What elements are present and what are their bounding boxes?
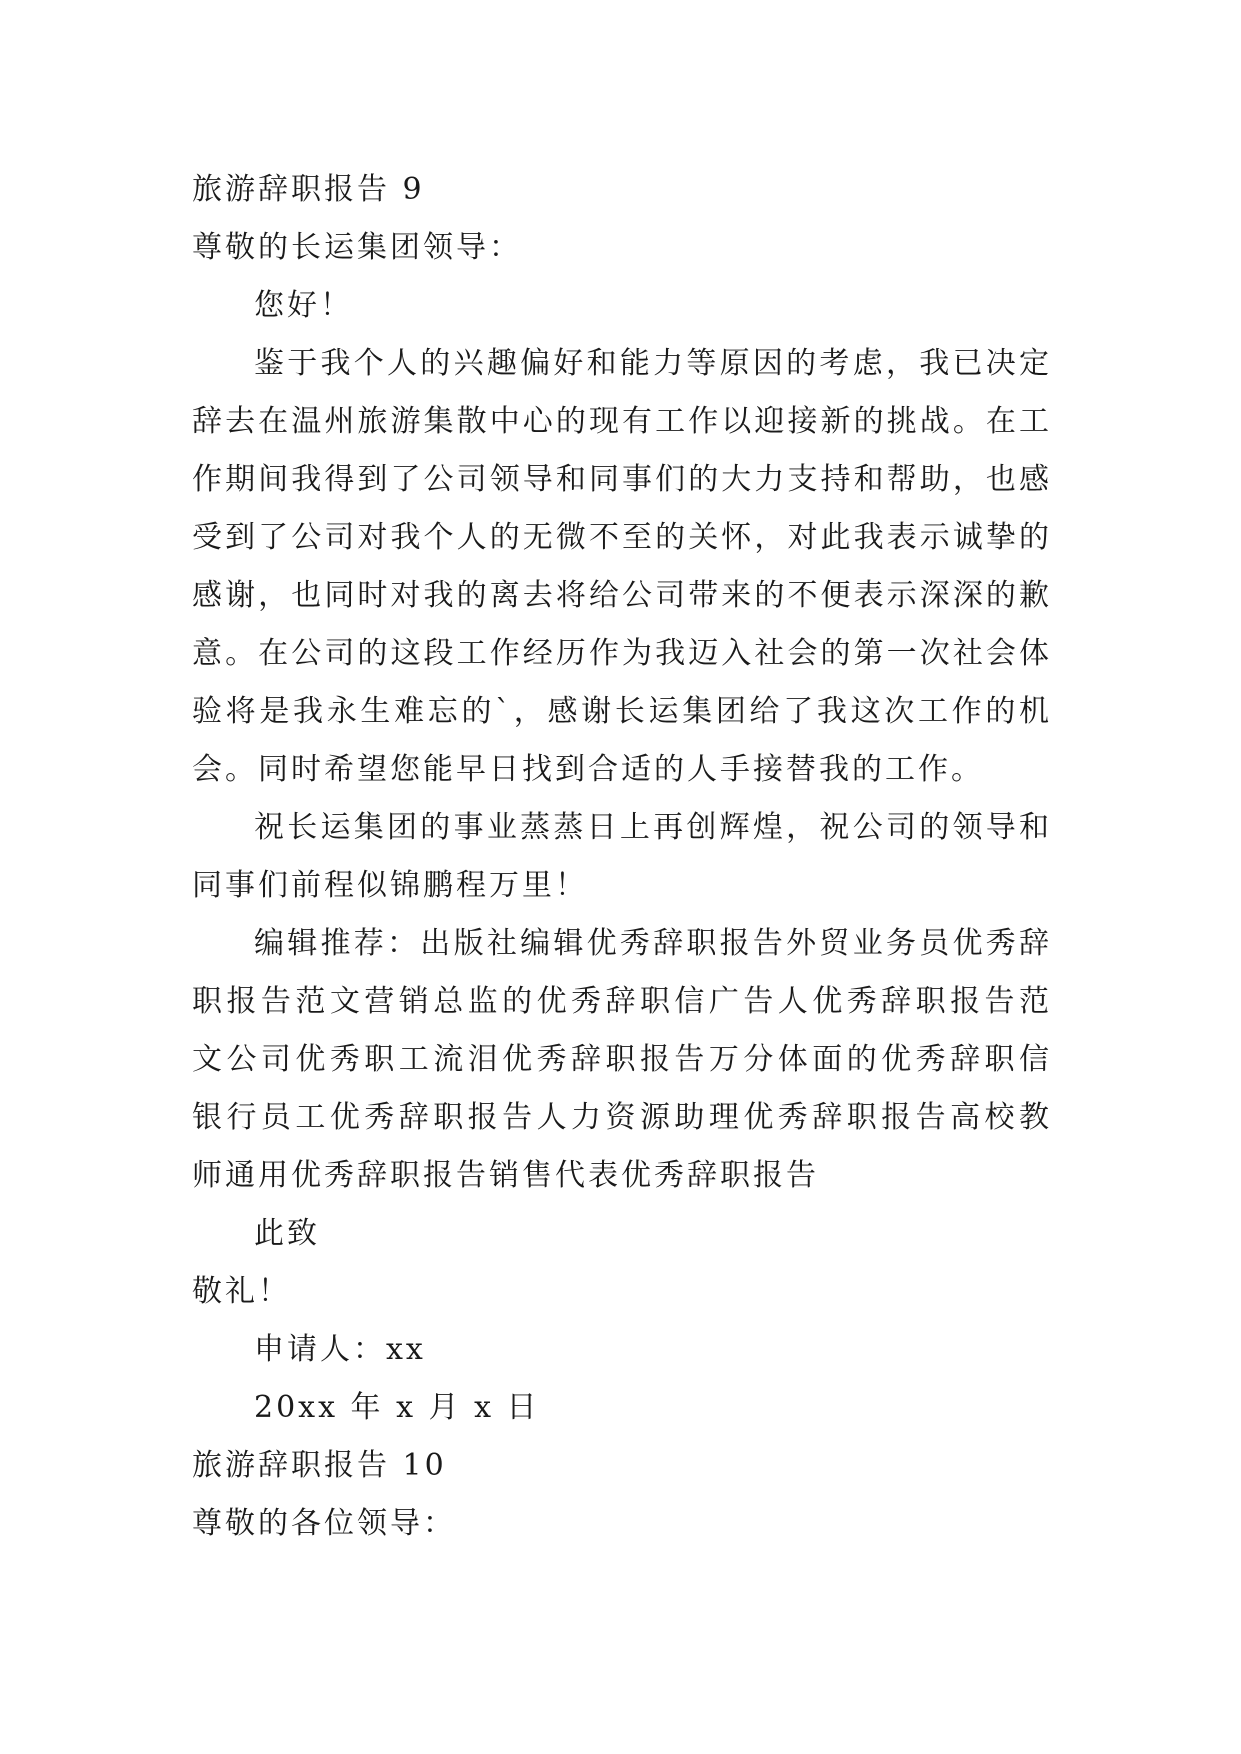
body-paragraph-line: 作期间我得到了公司领导和同事们的大力支持和帮助，也感: [192, 462, 1052, 497]
applicant: 申请人：xx: [254, 1332, 426, 1367]
recommend-paragraph-line: 编辑推荐：出版社编辑优秀辞职报告外贸业务员优秀辞: [254, 926, 1052, 961]
recommend-paragraph-line: 银行员工优秀辞职报告人力资源助理优秀辞职报告高校教: [192, 1100, 1052, 1135]
greeting: 您好！: [254, 288, 353, 323]
wish-paragraph-line: 祝长运集团的事业蒸蒸日上再创辉煌，祝公司的领导和: [254, 810, 1052, 845]
body-paragraph-line: 感谢，也同时对我的离去将给公司带来的不便表示深深的歉: [192, 578, 1052, 613]
closing: 此致: [254, 1216, 320, 1251]
section-heading-9: 旅游辞职报告 9: [192, 172, 425, 207]
body-paragraph-line: 鉴于我个人的兴趣偏好和能力等原因的考虑，我已决定: [254, 346, 1052, 381]
wish-paragraph-line: 同事们前程似锦鹏程万里！: [192, 868, 588, 903]
recommend-paragraph-line: 文公司优秀职工流泪优秀辞职报告万分体面的优秀辞职信: [192, 1042, 1052, 1077]
section-heading-10: 旅游辞职报告 10: [192, 1448, 447, 1483]
recommend-paragraph-line: 师通用优秀辞职报告销售代表优秀辞职报告: [192, 1158, 819, 1193]
date: 20xx 年 x 月 x 日: [254, 1390, 540, 1425]
salutation-9: 尊敬的长运集团领导：: [192, 230, 522, 265]
recommend-paragraph-line: 职报告范文营销总监的优秀辞职信广告人优秀辞职报告范: [192, 984, 1052, 1019]
regards: 敬礼！: [192, 1274, 291, 1309]
body-paragraph-line: 意。在公司的这段工作经历作为我迈入社会的第一次社会体: [192, 636, 1052, 671]
body-paragraph-line: 受到了公司对我个人的无微不至的关怀，对此我表示诚挚的: [192, 520, 1052, 555]
body-paragraph-line: 验将是我永生难忘的`，感谢长运集团给了我这次工作的机: [192, 694, 1052, 729]
body-paragraph-line: 会。同时希望您能早日找到合适的人手接替我的工作。: [192, 752, 984, 787]
body-paragraph-line: 辞去在温州旅游集散中心的现有工作以迎接新的挑战。在工: [192, 404, 1052, 439]
salutation-10: 尊敬的各位领导：: [192, 1506, 456, 1541]
